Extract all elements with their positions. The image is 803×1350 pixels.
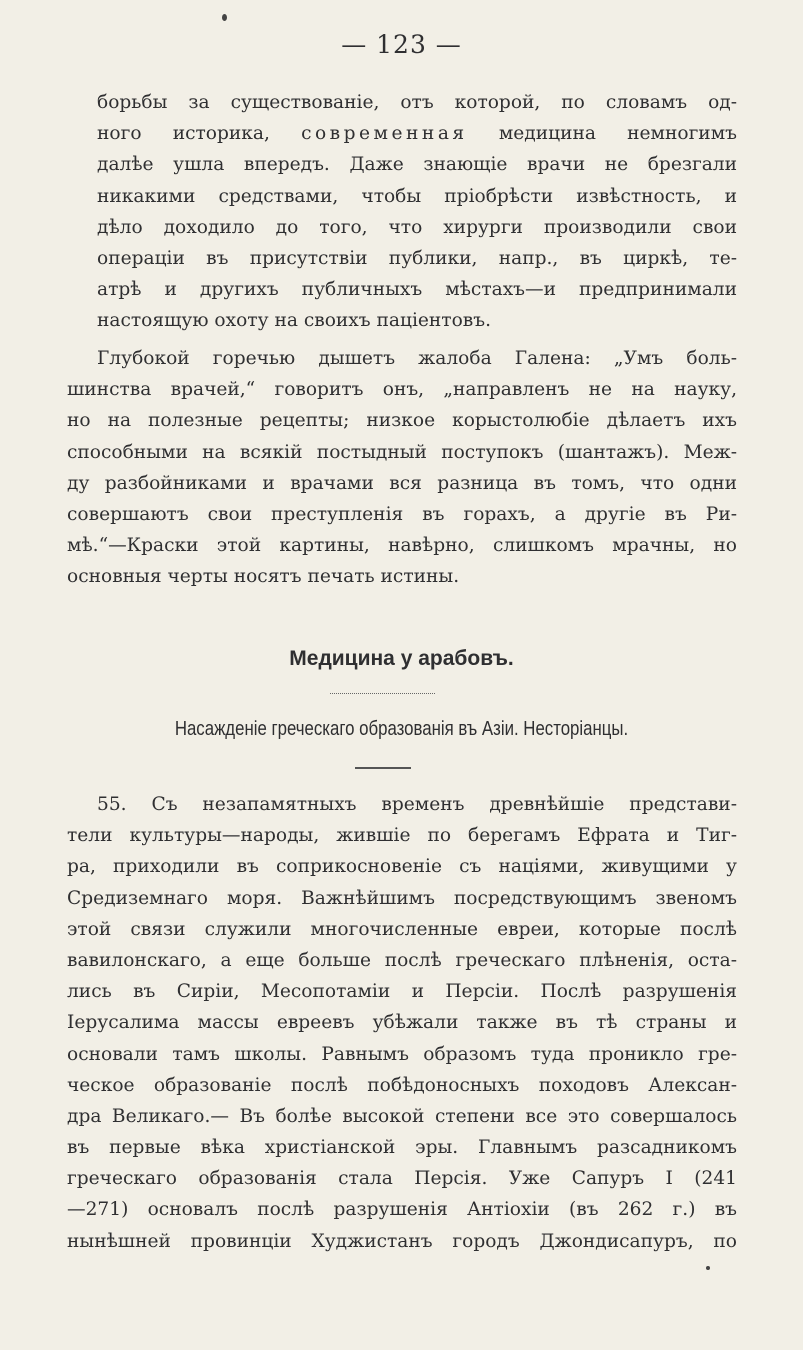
text-line: 55. Съ незапамятныхъ временъ древнѣйшіе представи- (97, 794, 737, 815)
text-line: въ первые вѣка христіанской эры. Главнымъ разсадникомъ (67, 1137, 737, 1159)
ink-speck (222, 14, 227, 21)
text-line: —271) основалъ послѣ разрушенія Антіохіи (въ 262 г.) въ (67, 1199, 737, 1221)
text-line: основныя черты носятъ печать истины. (67, 566, 460, 588)
text-line: лись въ Сиріи, Месопотаміи и Персіи. Послѣ разрушенія (67, 981, 737, 1003)
text-line: дра Великаго.— Въ болѣе высокой степени все это совершалось (67, 1105, 737, 1127)
divider-rule (355, 767, 411, 769)
paragraph-55 (67, 789, 737, 1257)
text-line: борьбы за существованіе, отъ которой, по словамъ од- (97, 92, 737, 113)
text-line: ра, приходили въ соприкосновеніе съ націями, живущими у (67, 856, 737, 878)
text-line: греческаго образованія стала Персія. Уже Сапуръ І (241 (67, 1168, 737, 1190)
text-line: Іерусалима массы евреевъ убѣжали также въ тѣ страны и (67, 1012, 737, 1034)
text-line: шинства врачей,“ говоритъ онъ, „направленъ не на науку, (67, 379, 737, 401)
section-title: Медицина у арабовъ. (289, 647, 514, 670)
intro-paragraph (97, 87, 737, 337)
text-line: дѣло доходило до того, что хирурги производили свои (97, 216, 737, 238)
text-line: тели культуры—народы, жившіе по берегамъ Ефрата и Тиг- (67, 825, 737, 847)
text-line: Глубокой горечью дышетъ жалоба Галена: „Умъ боль- (97, 348, 737, 369)
text-line: далѣе ушла впередъ. Даже знающіе врачи не брезгали (97, 154, 737, 176)
text-line: способными на всякій постыдный поступокъ (шантажъ). Меж- (67, 441, 737, 463)
ornamental-rule (330, 693, 435, 695)
ink-speck (706, 1266, 710, 1270)
text-fragment: медицина немногимъ (498, 123, 737, 145)
page-number: — 123 — (341, 30, 462, 59)
galen-paragraph (67, 343, 737, 593)
text-line: вавилонскаго, а еще больше послѣ греческаго плѣненія, оста- (67, 949, 737, 971)
text-line: основали тамъ школы. Равнымъ образомъ туда проникло гре- (67, 1043, 737, 1065)
text-line: Средиземнаго моря. Важнѣйшимъ посредствующимъ звеномъ (67, 887, 737, 909)
text-line: совершаютъ свои преступленія въ горахъ, а другіе въ Ри- (67, 503, 737, 525)
text-fragment: ного историка, (97, 123, 270, 145)
text-line: операціи въ присутствіи публики, напр., въ циркѣ, те- (97, 247, 737, 269)
text-line: ческое образованіе послѣ побѣдоносныхъ походовъ Алексан- (67, 1074, 737, 1096)
text-line: мѣ.“—Краски этой картины, навѣрно, слишкомъ мрачны, но (67, 535, 737, 557)
text-line: но на полезные рецепты; низкое корыстолюбіе дѣлаетъ ихъ (67, 410, 737, 432)
text-line: ду разбойниками и врачами вся разница въ томъ, что одни (67, 472, 737, 494)
text-line: этой связи служили многочисленные евреи, которые послѣ (67, 918, 737, 940)
emphasized-word: современная (301, 123, 468, 145)
text-line: никакими средствами, чтобы пріобрѣсти извѣстность, и (97, 185, 737, 207)
text-line: нынѣшней провинціи Худжистанъ городъ Джондисапуръ, по (67, 1230, 737, 1252)
section-subtitle: Насажденіе греческаго образованія въ Азіи. Несторіанцы. (174, 717, 629, 740)
text-line: настоящую охоту на своихъ паціентовъ. (97, 310, 491, 332)
text-line: атрѣ и другихъ публичныхъ мѣстахъ—и предпринимали (97, 279, 737, 301)
text-line (97, 118, 737, 149)
